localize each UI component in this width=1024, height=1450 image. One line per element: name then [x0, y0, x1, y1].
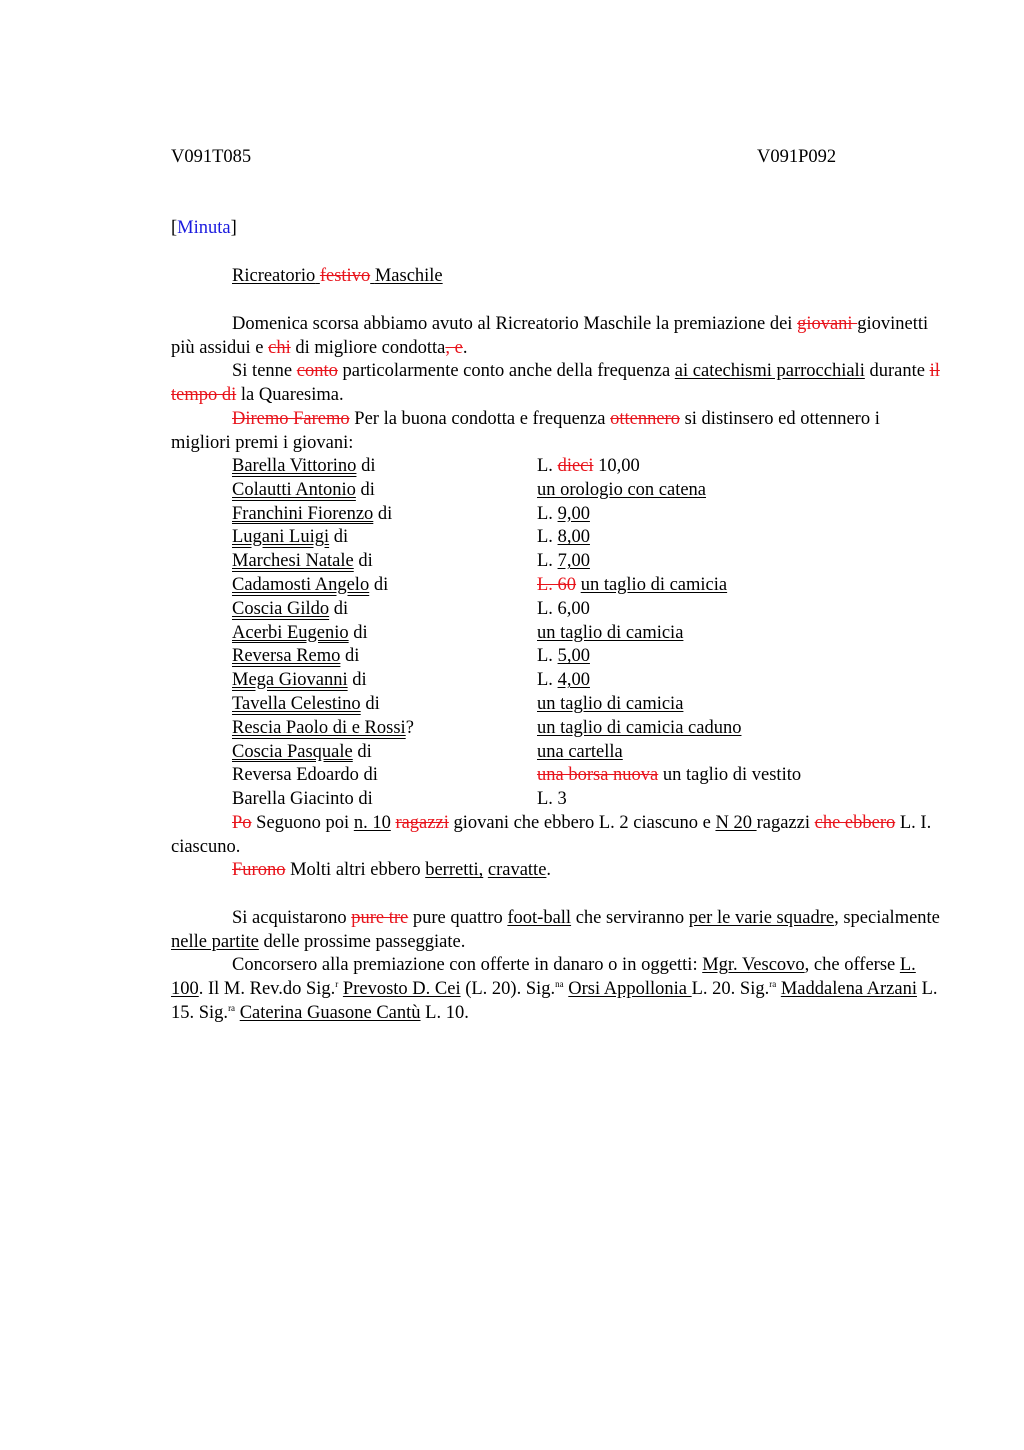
prize-value: un taglio di camicia: [537, 622, 684, 643]
deletion: Diremo Faremo: [232, 408, 350, 429]
prize-value: L. 5,00: [537, 646, 590, 667]
body-section-2: [171, 812, 941, 883]
winner-name: Franchini Fiorenzo: [232, 503, 374, 524]
prize-value: un taglio di camicia caduno: [537, 717, 742, 738]
winner-name: Acerbi Eugenio: [232, 622, 349, 643]
deletion: Furono: [232, 860, 286, 881]
paragraph-2: Si tenne conto particolarmente conto anche della frequenza ai catechismi parrocchiali durante il tempo di la Quaresima.: [171, 361, 940, 406]
body-section-1: [171, 313, 941, 455]
winner-name: Coscia Gildo: [232, 598, 330, 619]
winner-name: Barella Vittorino: [232, 456, 357, 476]
minuta-link: Minuta: [177, 218, 231, 238]
deletion: conto: [296, 361, 338, 382]
deletion: giovani: [797, 314, 858, 334]
header-left-code: V091T085: [171, 147, 252, 167]
deletion: dieci: [557, 456, 594, 476]
winner-name: Reversa Remo: [232, 646, 341, 667]
winner-name: Mega Giovanni: [232, 670, 348, 691]
paragraph-3: Diremo Faremo Per la buona condotta e frequenza ottennero si distinsero ed ottennero i migliori premi i giovani:: [171, 408, 880, 453]
deletion: Po: [232, 813, 252, 833]
winner-name: Cadamosti Angelo: [232, 574, 370, 595]
deletion: una borsa nuova: [537, 765, 659, 786]
deletion: , e: [445, 337, 463, 358]
minuta-label: [Minuta]: [171, 218, 237, 238]
deletion: chi: [268, 337, 291, 358]
prize-value: L. dieci 10,00: [537, 456, 640, 476]
deletion: festivo: [319, 266, 371, 286]
paragraph-6: Si acquistarono pure tre pure quattro foot-ball che serviranno per le varie squadre, specialmente nelle partite delle prossime passeggiate.: [171, 908, 940, 952]
prize-value: L. 6,00: [537, 598, 590, 619]
deletion: che ebbero: [814, 813, 896, 833]
winner-name: Lugani Luigi: [232, 527, 330, 548]
prize-value: una borsa nuova un taglio di vestito: [537, 765, 802, 786]
body-section-3: [171, 907, 941, 1026]
deletion: pure tre: [351, 908, 409, 928]
deletion: L. 60: [537, 574, 577, 595]
prize-value: L. 3: [537, 789, 567, 810]
prize-value: L. 4,00: [537, 670, 590, 691]
prize-value: un taglio di camicia: [537, 693, 684, 714]
winner-name: Marchesi Natale: [232, 551, 354, 572]
winner-name: Barella Giacinto: [232, 789, 354, 810]
deletion: ragazzi: [395, 813, 449, 833]
paragraph-1: Domenica scorsa abbiamo avuto al Ricreatorio Maschile la premiazione dei giovani giovinetti più assidui e chi di migliore condotta, e.: [171, 314, 929, 358]
prize-value: L. 8,00: [537, 527, 590, 548]
winner-name: Colautti Antonio: [232, 479, 356, 500]
deletion: ottennero: [610, 408, 680, 429]
winner-name: Coscia Pasquale: [232, 741, 353, 762]
prize-value: una cartella: [537, 741, 623, 762]
document-page: V091T085 V091P092 [Minuta] Ricreatorio festivo Maschile Domenica scorsa abbiamo avuto al Ricreatorio Maschile la premiazione dei giovani giovinetti più assidui e chi di migliore condotta, e. Si tenne conto particolarmente conto anche della frequenza ai catechismi parrocchiali durante il tempo di la Quaresima. Diremo Faremo Per la buona condotta e frequenza ottennero si distinsero ed ottennero i migliori premi i giovani: Barella Vittorino di L. dieci 10,00 Colautti Antonio di un orologio con catena Franchini Fiorenzo di L. 9,00 Lugani Luigi di L. 8,00 Marchesi Natale di L. 7,00 Cadamosti Angelo di L. 60 un taglio di camicia Coscia Gildo di L. 6,00 Acerbi Eugenio di un taglio di camicia Reversa Remo di L. 5,00 Mega Giovanni di L. 4,00 Tavella Celestino di un taglio di camicia Rescia Paolo di e Rossi? un taglio di camicia caduno Coscia Pasquale di una cartella Reversa Edoardo di una borsa nuova un taglio di vestito Barella Giacinto di L. 3 Po Seguono poi n. 10 ragazzi giovani che ebbero L. 2 ciascuno e N 20 ragazzi che ebbero L. I. ciascuno. Furono Molti altri ebbero berretti, cravatte. Si acquistarono pure tre pure quattro foot-ball che serviranno per le varie squadre, specialmente nelle partite delle prossime passeggiate. Concorsero alla premiazione con offerte in danaro o in oggetti: Mgr. Vescovo, che offerse L. 100. Il M. Rev.do Sig.$^r$ Prevosto D. Cei (L. 20). Sig.$^{na}$ Orsi Appollonia L. 20. Sig.$^{ra}$ Maddalena Arzani L. 15. Sig.$^{ra}$ Caterina Guasone Cantù L. 10.: [0, 0, 1024, 1450]
prize-value: L. 9,00: [537, 503, 590, 524]
winner-name: Tavella Celestino: [232, 693, 361, 714]
prize-value: un orologio con catena: [537, 479, 707, 500]
paragraph-7: Concorsero alla premiazione con offerte in danaro o in oggetti: Mgr. Vescovo, che offerse L. 100. Il M. Rev.do Sig.$^r$ Prevosto D. Cei (L. 20). Sig.$^{na}$ Orsi Appollonia L. 20. Sig.$^{ra}$ Maddalena Arzani L. 15. Sig.$^{ra}$ Caterina Guasone Cantù L. 10.: [171, 955, 938, 1023]
prize-value: L. 60 un taglio di camicia: [537, 574, 728, 595]
winner-name: Rescia Paolo di e Rossi: [232, 717, 406, 738]
paragraph-5: Furono Molti altri ebbero berretti, cravatte.: [232, 860, 552, 881]
header-right-code: V091P092: [757, 147, 837, 167]
document-title: Ricreatorio festivo Maschile: [232, 266, 443, 286]
winner-name: Reversa Edoardo: [232, 765, 359, 786]
prize-value: L. 7,00: [537, 551, 590, 572]
paragraph-4: Po Seguono poi n. 10 ragazzi giovani che ebbero L. 2 ciascuno e N 20 ragazzi che ebbero L. I. ciascuno.: [171, 813, 932, 857]
deletion: il tempo di: [171, 361, 940, 406]
